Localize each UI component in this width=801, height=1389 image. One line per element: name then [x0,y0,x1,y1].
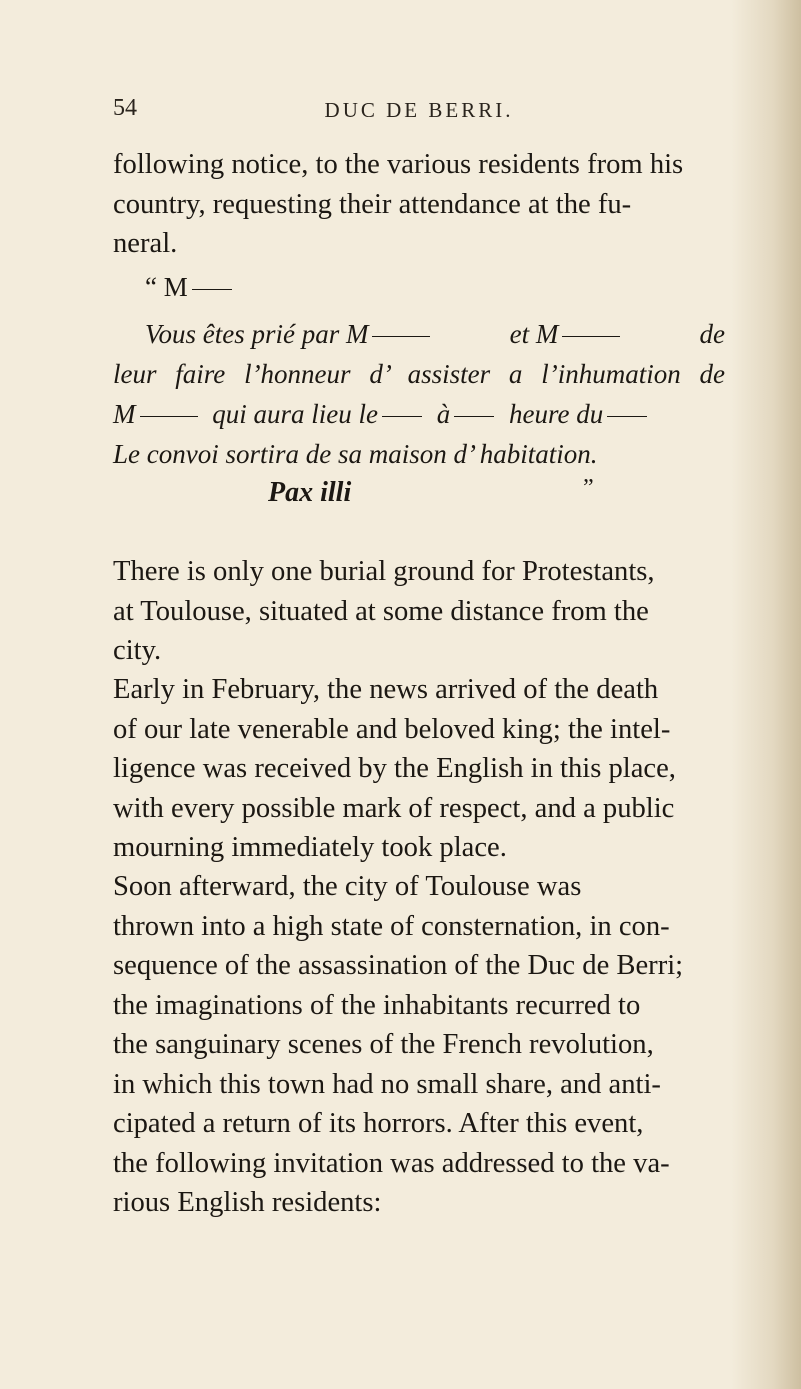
text-line: sequence of the assassination of the Duc de Berri; [113,950,684,981]
blank-line [140,416,198,417]
blank-line [562,336,620,337]
text-line: at Toulouse, situated at some distance from the [113,595,649,627]
body-paragraph-king-death [113,670,725,868]
text-line: mourning immediately took place. [113,832,507,863]
text-line: cipated a return of its horrors. After this event, [113,1108,644,1139]
notice-salutation [145,272,240,303]
body-paragraph-burial-ground [113,552,725,671]
text-line: in which this town had no small share, and anti- [113,1068,661,1100]
opening-paragraph [113,145,725,264]
text-line: of our late venerable and beloved king; the intel- [113,713,671,745]
text-line: ligence was received by the English in this place, [113,753,676,784]
notice-text: à [436,399,451,429]
notice-text: M [113,399,136,429]
text-line: thrown into a high state of consternation, in con- [113,910,670,942]
blank-line [372,336,430,337]
blank-line [382,416,422,417]
notice-text: Vous êtes prié par M [145,319,369,349]
text-line: the imaginations of the inhabitants recurred to [113,989,641,1021]
running-head: DUC DE BERRI. [324,98,514,122]
notice-line-1 [145,314,725,354]
notice-line-2: leur faire l’honneur d’ assister a l’inhumation de [113,359,725,389]
page-number: 54 [113,95,137,121]
page-edge-shadow [731,0,801,1389]
text-line: the sanguinary scenes of the French revolution, [113,1029,654,1060]
blank-line [607,416,647,417]
page-header [113,95,725,129]
notice-closing: Pax illi [268,477,352,508]
notice-text: et M [509,319,559,349]
text-line: city. [113,635,162,666]
text-line: rious English residents: [113,1187,382,1218]
notice-text: de [699,319,725,349]
blank-line [454,416,494,417]
notice-text: qui aura lieu le [212,399,378,429]
notice-line-4: Le convoi sortira de sa maison d’ habitation. [113,439,598,469]
notice-text: heure du [508,399,604,429]
text-line: following notice, to the various residents from his [113,149,684,180]
text-line: country, requesting their attendance at the fu- [113,188,632,220]
closing-quote-mark: ” [583,475,594,501]
text-line: There is only one burial ground for Protestants, [113,556,655,587]
body-paragraph-assassination [113,867,725,1223]
text-line: Early in February, the news arrived of the death [113,674,659,705]
text-line: the following invitation was addressed to the va- [113,1147,670,1179]
text-line: neral. [113,228,178,259]
funeral-notice [113,314,725,514]
text-line: Soon afterward, the city of Toulouse was [113,871,582,902]
text-line: with every possible mark of respect, and a public [113,792,675,824]
notice-line-3 [113,394,655,434]
blank-line [192,289,232,290]
salutation-text: “ M [145,272,188,302]
